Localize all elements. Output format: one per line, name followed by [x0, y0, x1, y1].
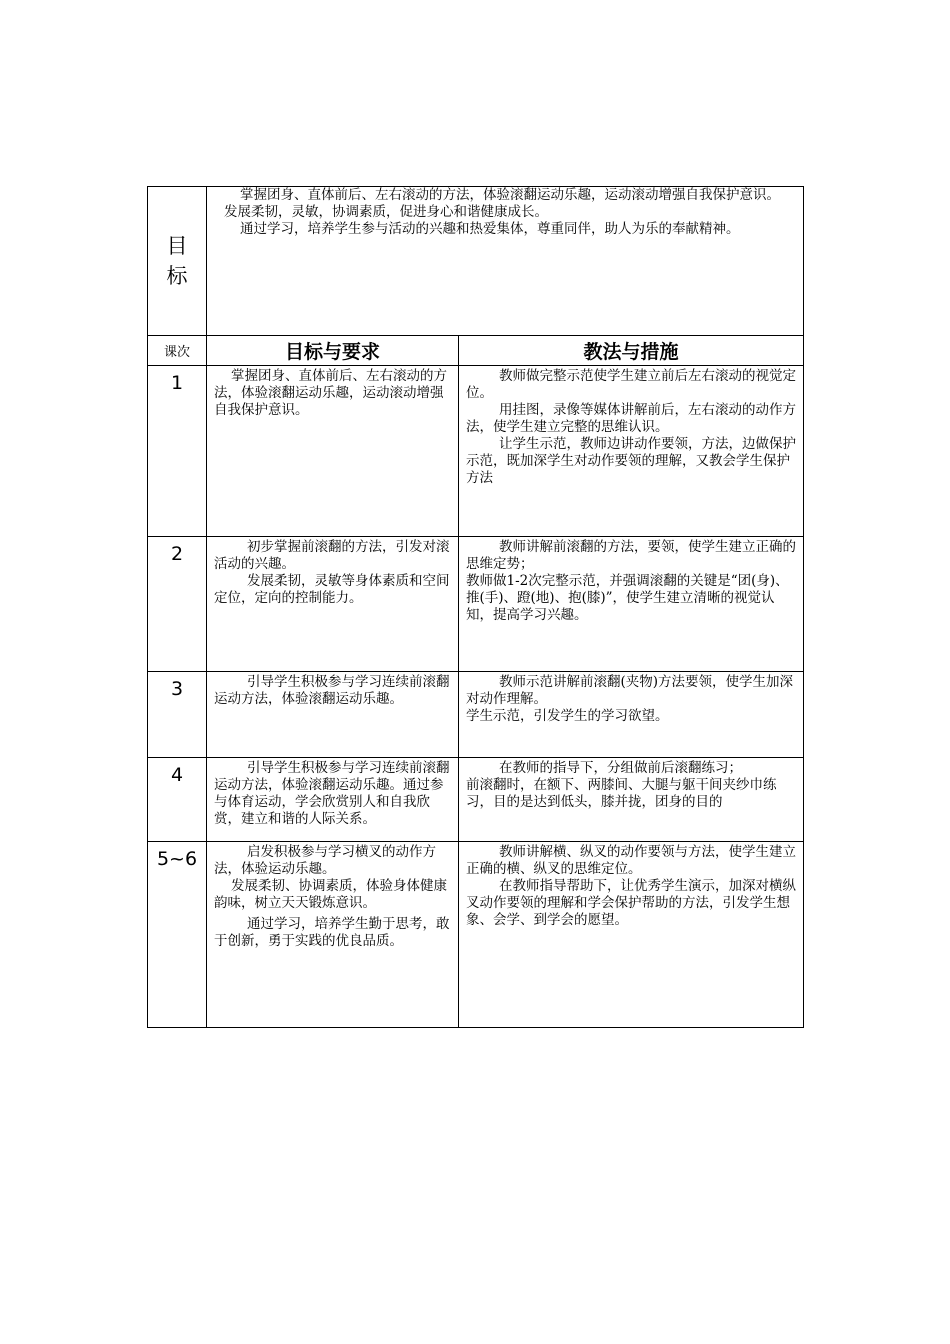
lesson-methods — [459, 758, 804, 842]
lesson-goals — [207, 537, 459, 672]
goal-label-line2: 标 — [166, 264, 188, 288]
header-goals: 目标与要求 — [207, 336, 459, 366]
lesson-row — [148, 758, 804, 842]
lesson-goals — [207, 672, 459, 758]
lesson-goals — [207, 758, 459, 842]
goal-text — [207, 187, 804, 336]
header-methods: 教法与措施 — [459, 336, 804, 366]
lesson-method-text: 教师讲解横、纵叉的动作要领与方法，使学生建立正确的横、纵叉的思维定位。 — [466, 844, 796, 877]
lesson-row — [148, 672, 804, 758]
lesson-method-text: 教师做1-2次完整示范，并强调滚翻的关键是“团(身)、推(手)、蹬(地)、抱(膝)”，使学生建立清晰的视觉认知，提高学习兴趣。 — [466, 573, 789, 623]
lesson-method-text: 学生示范，引发学生的学习欲望。 — [466, 708, 669, 724]
lesson-methods — [459, 672, 804, 758]
lesson-goals — [207, 842, 459, 1028]
lesson-row — [148, 537, 804, 672]
lesson-goal-text: 发展柔韧，灵敏等身体素质和空间定位，定向的控制能力。 — [214, 573, 450, 606]
lesson-number: 1 — [148, 366, 207, 537]
lesson-goal-text: 启发积极参与学习横叉的动作方法，体验运动乐趣。 — [214, 844, 436, 877]
lesson-methods — [459, 842, 804, 1028]
lesson-goal-text: 初步掌握前滚翻的方法，引发对滚活动的兴趣。 — [214, 539, 450, 572]
goal-label-line1: 目 — [166, 234, 188, 258]
header-row — [148, 336, 804, 366]
goal-label — [148, 187, 207, 336]
lesson-plan-table — [147, 186, 804, 1028]
lesson-goal-text: 通过学习，培养学生勤于思考，敢于创新，勇于实践的优良品质。 — [214, 916, 450, 949]
header-lesson: 课次 — [148, 336, 207, 366]
lesson-number: 5~6 — [148, 842, 207, 1028]
lesson-number: 3 — [148, 672, 207, 758]
lesson-goal-text: 掌握团身、直体前后、左右滚动的方法，体验滚翻运动乐趣，运动滚动增强自我保护意识。 — [214, 368, 447, 418]
goal-paragraph: 通过学习，培养学生参与活动的兴趣和热爱集体，尊重同伴，助人为乐的奉献精神。 — [240, 221, 740, 237]
lesson-number: 4 — [148, 758, 207, 842]
lesson-method-text: 教师示范讲解前滚翻(夹物)方法要领，使学生加深对动作理解。 — [466, 674, 794, 707]
lesson-method-text: 在教师的指导下，分组做前后滚翻练习； — [499, 760, 742, 776]
lesson-methods — [459, 537, 804, 672]
lesson-goal-text: 引导学生积极参与学习连续前滚翻运动方法，体验滚翻运动乐趣。通过参与体育运动，学会欣赏别人和自我欣赏，建立和谐的人际关系。 — [214, 760, 450, 827]
lesson-goal-text: 引导学生积极参与学习连续前滚翻运动方法，体验滚翻运动乐趣。 — [214, 674, 450, 707]
lesson-number: 2 — [148, 537, 207, 672]
lesson-method-text: 用挂图，录像等媒体讲解前后，左右滚动的动作方法，使学生建立完整的思维认识。 — [466, 402, 796, 435]
goal-paragraph: 掌握团身、直体前后、左右滚动的方法，体验滚翻运动乐趣，运动滚动增强自我保护意识。 — [240, 187, 780, 203]
lesson-method-text: 在教师指导帮助下，让优秀学生演示，加深对横纵叉动作要领的理解和学会保护帮助的方法，引发学生想象、会学、到学会的愿望。 — [466, 878, 796, 928]
lesson-methods — [459, 366, 804, 537]
lesson-goals — [207, 366, 459, 537]
lesson-goal-text: 发展柔韧、协调素质，体验身体健康韵味，树立天天锻炼意识。 — [214, 878, 447, 911]
lesson-method-text: 教师做完整示范使学生建立前后左右滚动的视觉定位。 — [466, 368, 796, 401]
lesson-row — [148, 366, 804, 537]
goal-row — [148, 187, 804, 336]
lesson-method-text: 让学生示范，教师边讲动作要领，方法，边做保护示范，既加深学生对动作要领的理解，又教会学生保护方法 — [466, 436, 796, 486]
lesson-method-text: 前滚翻时，在额下、两膝间、大腿与躯干间夹纱巾练习，目的是达到低头，膝并拢，团身的目的 — [466, 777, 777, 810]
lesson-row — [148, 842, 804, 1028]
goal-paragraph: 发展柔韧，灵敏，协调素质，促进身心和谐健康成长。 — [224, 204, 548, 220]
lesson-method-text: 教师讲解前滚翻的方法，要领，使学生建立正确的思维定势； — [466, 539, 796, 572]
